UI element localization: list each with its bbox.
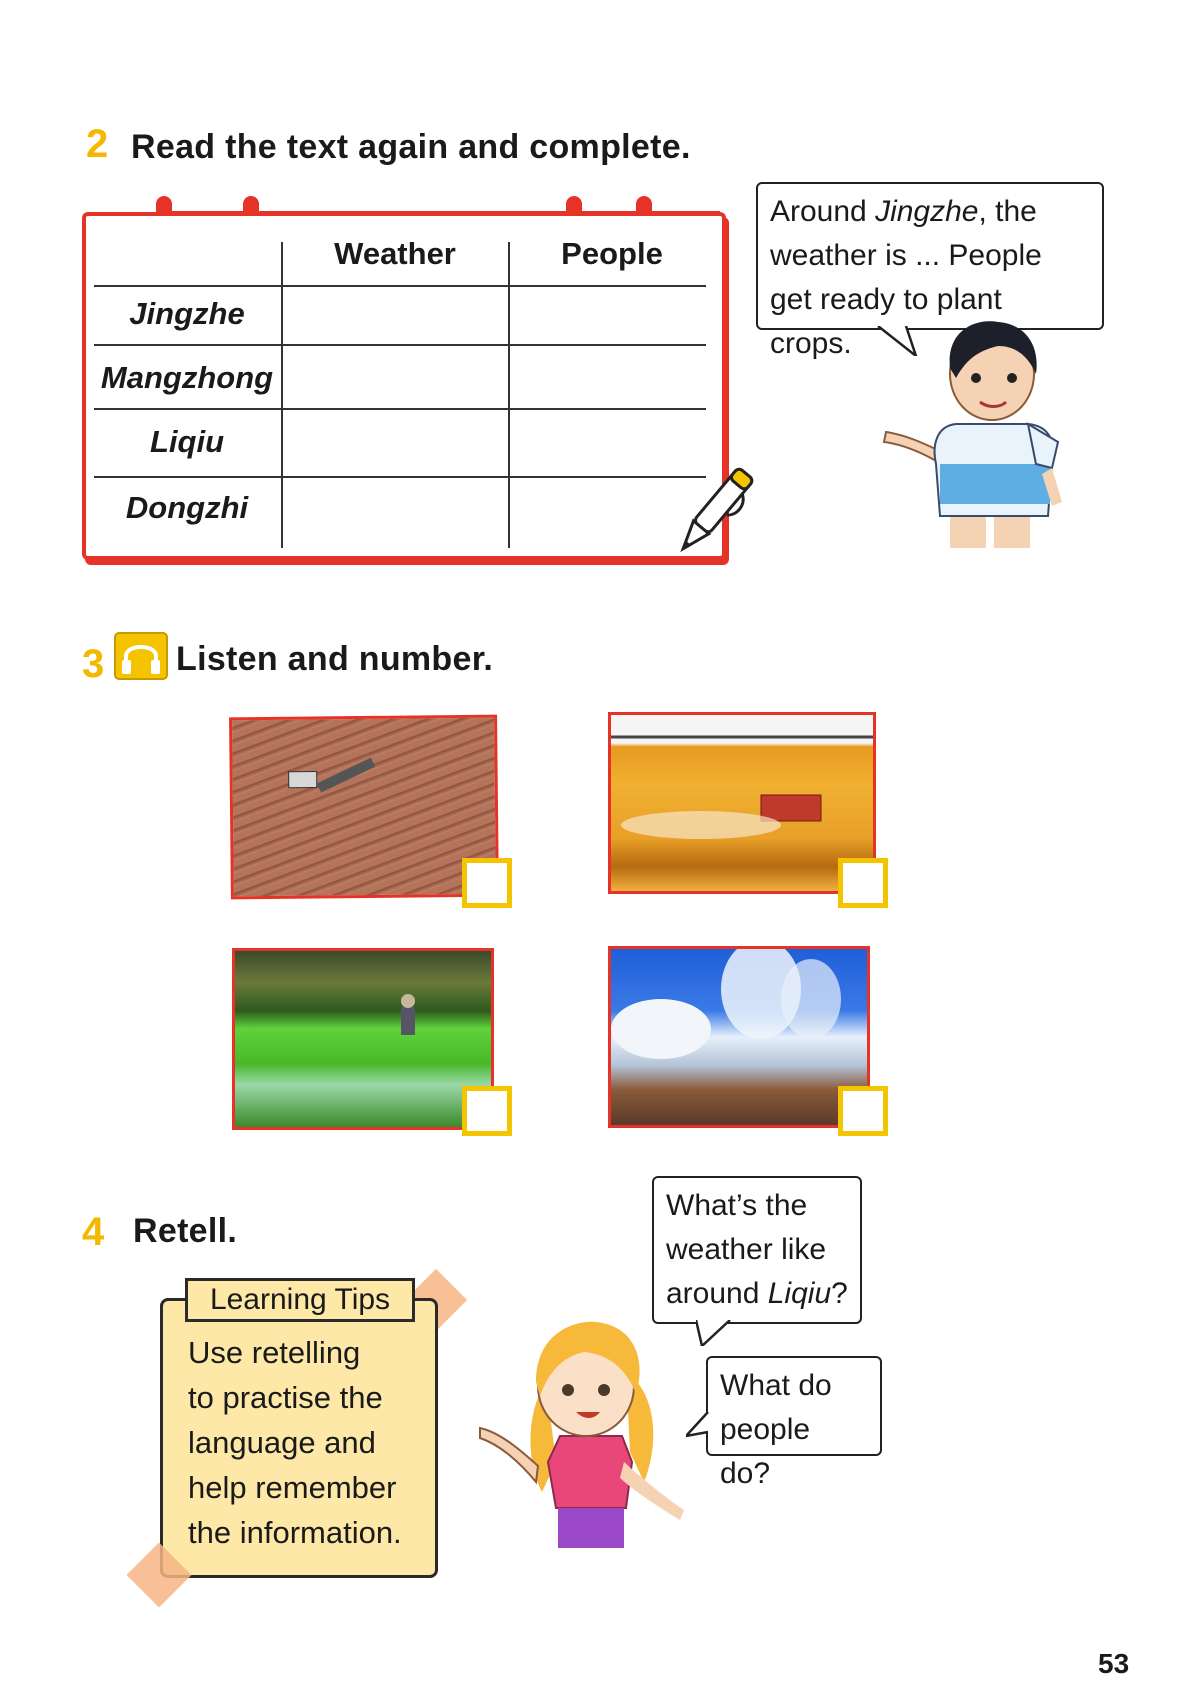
boy-illustration xyxy=(876,316,1066,548)
column-header-weather: Weather xyxy=(334,236,456,271)
girl-bubble-text: What’s the weather like around xyxy=(666,1189,827,1310)
tips-line: Use retelling xyxy=(188,1335,361,1370)
table-divider xyxy=(94,344,706,346)
girl-bubble-term: Liqiu xyxy=(767,1277,832,1310)
tips-line: to practise the xyxy=(188,1380,383,1415)
section-4-title: Retell. xyxy=(133,1212,238,1250)
tractor-icon xyxy=(232,718,499,900)
girl-speech-bubble-2 xyxy=(706,1356,882,1490)
row-header: Jingzhe xyxy=(129,296,245,331)
number-answer-box[interactable] xyxy=(838,1086,888,1136)
table-divider xyxy=(94,476,706,478)
boy-bubble-text: , the weather is ... People get ready to plant crops. xyxy=(770,195,1042,360)
learning-tips-body xyxy=(188,1330,433,1555)
frosted-trees-icon xyxy=(611,949,870,1128)
learning-tips-title: Learning Tips xyxy=(185,1278,415,1322)
girl-bubble-2-text: What do people do? xyxy=(720,1369,832,1490)
row-header: Liqiu xyxy=(149,424,225,459)
section-4-number: 4 xyxy=(82,1210,105,1254)
table-cell-empty[interactable] xyxy=(284,288,506,342)
table-cell-empty[interactable] xyxy=(284,347,506,406)
number-answer-box[interactable] xyxy=(462,1086,512,1136)
number-answer-box[interactable] xyxy=(838,858,888,908)
girl-bubble-text: ? xyxy=(831,1277,848,1310)
girl-speech-bubble xyxy=(652,1176,862,1324)
boy-speech-bubble xyxy=(756,182,1104,360)
table-divider xyxy=(94,285,706,287)
table-cell-empty[interactable] xyxy=(284,479,506,545)
boy-bubble-text: Around xyxy=(770,195,876,228)
table-divider xyxy=(281,242,283,548)
girl-illustration xyxy=(476,1312,706,1562)
row-header: Mangzhong xyxy=(100,360,274,395)
photo-plowing-field xyxy=(229,715,499,900)
section-3-title: Listen and number. xyxy=(176,640,494,678)
photo-winter-frost xyxy=(608,946,870,1128)
table-divider xyxy=(94,408,706,410)
column-header-people: People xyxy=(561,236,663,271)
table-cell-empty[interactable] xyxy=(284,411,506,474)
section-2-title: Read the text again and complete. xyxy=(131,128,691,166)
section-2-number: 2 xyxy=(86,122,109,166)
table-cell-empty[interactable] xyxy=(511,288,707,342)
farmer-icon xyxy=(235,951,494,1130)
pen-icon xyxy=(664,456,764,568)
boy-bubble-term: Jingzhe xyxy=(875,195,979,228)
table-divider xyxy=(508,242,510,548)
page-number: 53 xyxy=(1098,1648,1130,1679)
combine-harvester-icon xyxy=(611,715,876,894)
number-answer-box[interactable] xyxy=(462,858,512,908)
photo-harvest-field xyxy=(608,712,876,894)
section-3-number: 3 xyxy=(82,642,105,686)
tips-line: language and xyxy=(188,1425,376,1460)
headphones-icon xyxy=(114,632,168,680)
tips-line: the information. xyxy=(188,1515,402,1550)
tips-line: help remember xyxy=(188,1470,397,1505)
photo-rice-paddy xyxy=(232,948,494,1130)
table-cell-empty[interactable] xyxy=(511,347,707,406)
row-header: Dongzhi xyxy=(125,490,249,525)
